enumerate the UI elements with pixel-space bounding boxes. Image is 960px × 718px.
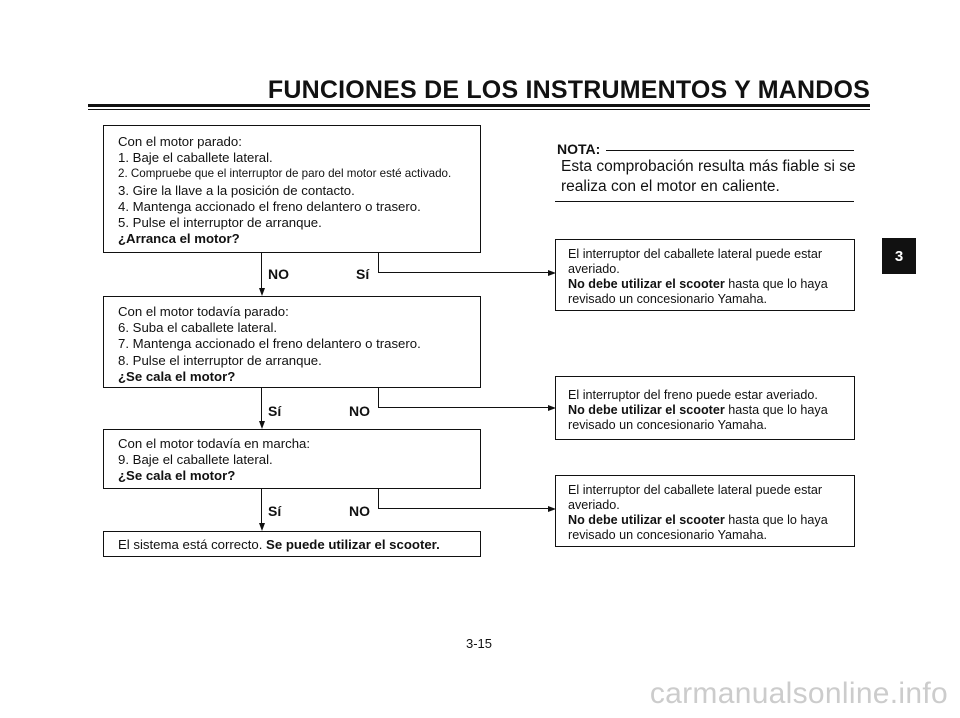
result-1-line: averiado.: [568, 262, 620, 276]
header-rule-thin: [88, 109, 870, 110]
connector-up-2: [378, 388, 379, 408]
connector-right-2: [378, 407, 548, 408]
connector-right-1: [378, 272, 548, 273]
page-number: 3-15: [466, 636, 493, 651]
result-2-warning: No debe utilizar el scooter: [568, 403, 725, 417]
arrow-down-1: [259, 288, 265, 296]
result-box-2: [555, 376, 855, 440]
result-3-line: hasta que lo haya: [724, 513, 828, 527]
nota-label: NOTA:: [557, 141, 601, 157]
connector-down-2: [261, 388, 262, 421]
step-1-line: 3. Gire la llave a la posición de contacto.: [118, 182, 355, 198]
step-2-question: ¿Se cala el motor?: [118, 368, 236, 384]
branch-label-no: NO: [349, 503, 370, 519]
result-1-line: hasta que lo haya: [724, 277, 828, 291]
step-1-line: 5. Pulse el interruptor de arranque.: [118, 215, 322, 231]
step-1-question: ¿Arranca el motor?: [118, 231, 240, 247]
flow-step-3-box: [103, 429, 481, 489]
result-2-line: hasta que lo haya: [724, 403, 828, 417]
arrow-down-3: [259, 523, 265, 531]
step-2-line: 6. Suba el caballete lateral.: [118, 320, 278, 336]
result-box-3: [555, 475, 855, 547]
connector-down-1: [261, 253, 262, 288]
result-3-line: averiado.: [568, 498, 620, 512]
watermark: carmanualsonline.info: [649, 677, 948, 710]
connector-up-3: [378, 489, 379, 509]
step-2-line: Con el motor todavía parado:: [118, 304, 289, 319]
branch-label-si: Sí: [268, 403, 282, 419]
flow-step-2-box: [103, 296, 481, 388]
result-3-line: revisado un concesionario Yamaha.: [568, 528, 768, 542]
nota-bottom-rule: [555, 201, 854, 202]
page-title: FUNCIONES DE LOS INSTRUMENTOS Y MANDOS: [267, 76, 870, 104]
result-3-warning: No debe utilizar el scooter: [568, 513, 725, 527]
connector-down-3: [261, 489, 262, 523]
step-1-line: 4. Mantenga accionado el freno delantero o trasero.: [118, 198, 421, 214]
step-1-line: 2. Compruebe que el interruptor de paro del motor esté activado.: [118, 167, 452, 181]
connector-right-3: [378, 508, 548, 509]
final-bold-text: Se puede utilizar el scooter.: [266, 537, 440, 552]
arrow-down-2: [259, 421, 265, 429]
step-3-line: 9. Baje el caballete lateral.: [118, 452, 273, 468]
nota-line: realiza con el motor en caliente.: [561, 178, 780, 195]
branch-label-si: Sí: [268, 503, 282, 519]
step-2-line: 7. Mantenga accionado el freno delantero o trasero.: [118, 336, 421, 352]
nota-rule: [606, 150, 854, 151]
nota-text: [561, 157, 856, 197]
step-3-line: Con el motor todavía en marcha:: [118, 436, 311, 451]
branch-label-no: NO: [349, 403, 370, 419]
step-3-question: ¿Se cala el motor?: [118, 468, 236, 484]
result-box-1: [555, 239, 855, 311]
flow-final-box: [103, 531, 481, 557]
result-1-warning: No debe utilizar el scooter: [568, 277, 725, 291]
nota-line: Esta comprobación resulta más fiable si se: [561, 158, 856, 175]
result-2-line: revisado un concesionario Yamaha.: [568, 418, 768, 432]
connector-up-1: [378, 253, 379, 273]
flow-step-1-box: [103, 125, 481, 253]
result-1-line: revisado un concesionario Yamaha.: [568, 292, 768, 306]
result-1-line: El interruptor del caballete lateral puede estar: [568, 247, 823, 261]
step-1-line: Con el motor parado:: [118, 134, 242, 149]
step-2-line: 8. Pulse el interruptor de arranque.: [118, 352, 322, 368]
step-1-line: 1. Baje el caballete lateral.: [118, 150, 273, 166]
branch-label-no: NO: [268, 266, 289, 282]
chapter-tab: 3: [882, 238, 916, 274]
result-3-line: El interruptor del caballete lateral puede estar: [568, 483, 823, 497]
branch-label-si: Sí: [356, 266, 370, 282]
header-rule-thick: [88, 104, 870, 107]
result-2-line: El interruptor del freno puede estar averiado.: [568, 388, 818, 402]
final-text: El sistema está correcto.: [118, 537, 267, 552]
